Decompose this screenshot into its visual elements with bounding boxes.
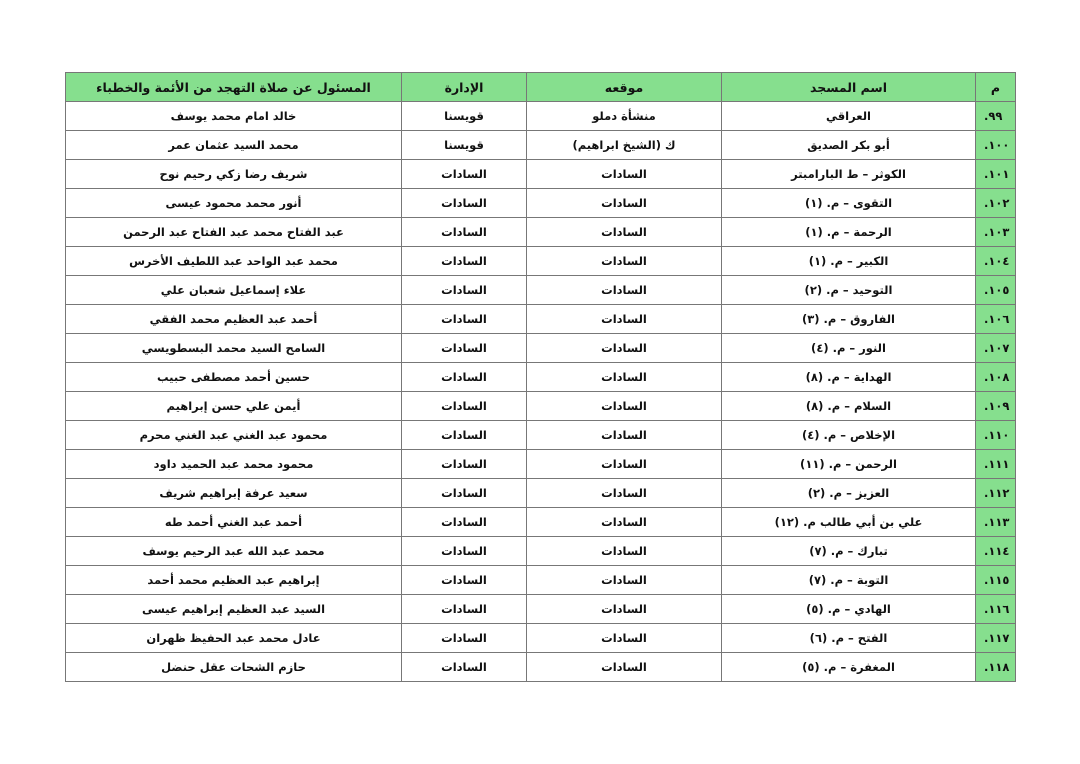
table-row — [66, 624, 1016, 653]
mosque-name: المغفرة – م. (٥) — [722, 653, 976, 682]
location: السادات — [527, 334, 722, 363]
mosque-name: العزيز – م. (٢) — [722, 479, 976, 508]
table-row — [66, 450, 1016, 479]
responsible-person: محمود عبد الغني عبد الغني محرم — [66, 421, 402, 450]
location: السادات — [527, 624, 722, 653]
mosque-name: الفتح – م. (٦) — [722, 624, 976, 653]
responsible-person: محمد السيد عثمان عمر — [66, 131, 402, 160]
mosque-name: الكبير – م. (١) — [722, 247, 976, 276]
row-number: ٩٩. — [976, 102, 1016, 131]
administration: السادات — [402, 566, 527, 595]
mosques-table — [65, 72, 1016, 682]
header-location: موقعه — [527, 73, 722, 102]
row-number: ١٠٦. — [976, 305, 1016, 334]
location: السادات — [527, 276, 722, 305]
responsible-person: أنور محمد محمود عيسى — [66, 189, 402, 218]
row-number: ١١٥. — [976, 566, 1016, 595]
location: السادات — [527, 218, 722, 247]
administration: السادات — [402, 421, 527, 450]
location: السادات — [527, 537, 722, 566]
row-number: ١٠٩. — [976, 392, 1016, 421]
administration: السادات — [402, 160, 527, 189]
table-row — [66, 131, 1016, 160]
row-number: ١٠٢. — [976, 189, 1016, 218]
location: السادات — [527, 508, 722, 537]
table-row — [66, 334, 1016, 363]
mosque-name: الرحمن – م. (١١) — [722, 450, 976, 479]
administration: السادات — [402, 189, 527, 218]
responsible-person: حسين أحمد مصطفى حبيب — [66, 363, 402, 392]
location: السادات — [527, 595, 722, 624]
mosque-name: الفاروق – م. (٣) — [722, 305, 976, 334]
administration: السادات — [402, 595, 527, 624]
table-row — [66, 160, 1016, 189]
table-row — [66, 595, 1016, 624]
row-number: ١١١. — [976, 450, 1016, 479]
mosque-name: تبارك – م. (٧) — [722, 537, 976, 566]
table-row — [66, 305, 1016, 334]
location: السادات — [527, 566, 722, 595]
mosque-name: الإخلاص – م. (٤) — [722, 421, 976, 450]
row-number: ١١٠. — [976, 421, 1016, 450]
location: السادات — [527, 189, 722, 218]
responsible-person: السامح السيد محمد البسطويسي — [66, 334, 402, 363]
mosque-name: التوحيد – م. (٢) — [722, 276, 976, 305]
location: السادات — [527, 392, 722, 421]
mosque-name: التوبة – م. (٧) — [722, 566, 976, 595]
table-row — [66, 218, 1016, 247]
row-number: ١٠٣. — [976, 218, 1016, 247]
administration: السادات — [402, 537, 527, 566]
row-number: ١١٦. — [976, 595, 1016, 624]
row-number: ١٠٥. — [976, 276, 1016, 305]
responsible-person: حازم الشحات عقل حنضل — [66, 653, 402, 682]
administration: السادات — [402, 392, 527, 421]
table-row — [66, 102, 1016, 131]
location: ك (الشيخ ابراهيم) — [527, 131, 722, 160]
header-responsible: المسئول عن صلاة التهجد من الأئمة والخطباء — [66, 73, 402, 102]
location: السادات — [527, 363, 722, 392]
mosque-name: التقوى – م. (١) — [722, 189, 976, 218]
responsible-person: عبد الفتاح محمد عبد الفتاح عبد الرحمن — [66, 218, 402, 247]
mosque-name: أبو بكر الصديق — [722, 131, 976, 160]
mosque-name: الكوثر – ط البارامبتر — [722, 160, 976, 189]
table-row — [66, 421, 1016, 450]
mosque-name: علي بن أبي طالب م. (١٢) — [722, 508, 976, 537]
row-number: ١١٣. — [976, 508, 1016, 537]
table-row — [66, 479, 1016, 508]
administration: السادات — [402, 653, 527, 682]
location: منشأة دملو — [527, 102, 722, 131]
table-row — [66, 189, 1016, 218]
table-row — [66, 247, 1016, 276]
row-number: ١٠١. — [976, 160, 1016, 189]
table-row — [66, 276, 1016, 305]
table-row — [66, 363, 1016, 392]
responsible-person: إبراهيم عبد العظيم محمد أحمد — [66, 566, 402, 595]
location: السادات — [527, 653, 722, 682]
responsible-person: أحمد عبد العظيم محمد الفقي — [66, 305, 402, 334]
administration: السادات — [402, 508, 527, 537]
administration: السادات — [402, 334, 527, 363]
responsible-person: محمود محمد عبد الحميد داود — [66, 450, 402, 479]
location: السادات — [527, 247, 722, 276]
responsible-person: أيمن علي حسن إبراهيم — [66, 392, 402, 421]
table-row — [66, 508, 1016, 537]
responsible-person: خالد امام محمد يوسف — [66, 102, 402, 131]
administration: السادات — [402, 305, 527, 334]
location: السادات — [527, 160, 722, 189]
table-row — [66, 653, 1016, 682]
administration: السادات — [402, 276, 527, 305]
table-row — [66, 392, 1016, 421]
table-row — [66, 537, 1016, 566]
responsible-person: علاء إسماعيل شعبان علي — [66, 276, 402, 305]
responsible-person: سعيد عرفة إبراهيم شريف — [66, 479, 402, 508]
responsible-person: محمد عبد الواحد عبد اللطيف الأخرس — [66, 247, 402, 276]
mosque-name: الهداية – م. (٨) — [722, 363, 976, 392]
responsible-person: محمد عبد الله عبد الرحيم يوسف — [66, 537, 402, 566]
administration: قويسنا — [402, 102, 527, 131]
administration: السادات — [402, 624, 527, 653]
mosque-name: العراقي — [722, 102, 976, 131]
mosque-name: الهادي – م. (٥) — [722, 595, 976, 624]
row-number: ١١٧. — [976, 624, 1016, 653]
responsible-person: السيد عبد العظيم إبراهيم عيسى — [66, 595, 402, 624]
administration: السادات — [402, 363, 527, 392]
administration: قويسنا — [402, 131, 527, 160]
row-number: ١١٨. — [976, 653, 1016, 682]
header-admin: الإدارة — [402, 73, 527, 102]
responsible-person: شريف رضا زكي رحيم نوح — [66, 160, 402, 189]
table-header-row — [66, 73, 1016, 102]
administration: السادات — [402, 479, 527, 508]
administration: السادات — [402, 450, 527, 479]
mosque-name: الرحمة – م. (١) — [722, 218, 976, 247]
row-number: ١١٤. — [976, 537, 1016, 566]
responsible-person: أحمد عبد الغني أحمد طه — [66, 508, 402, 537]
administration: السادات — [402, 247, 527, 276]
mosque-name: النور – م. (٤) — [722, 334, 976, 363]
location: السادات — [527, 421, 722, 450]
location: السادات — [527, 479, 722, 508]
location: السادات — [527, 450, 722, 479]
row-number: ١٠٧. — [976, 334, 1016, 363]
mosque-name: السلام – م. (٨) — [722, 392, 976, 421]
row-number: ١٠٤. — [976, 247, 1016, 276]
row-number: ١٠٠. — [976, 131, 1016, 160]
table-row — [66, 566, 1016, 595]
responsible-person: عادل محمد عبد الحفيظ ظهران — [66, 624, 402, 653]
header-num: م — [976, 73, 1016, 102]
row-number: ١٠٨. — [976, 363, 1016, 392]
administration: السادات — [402, 218, 527, 247]
row-number: ١١٢. — [976, 479, 1016, 508]
location: السادات — [527, 305, 722, 334]
header-mosque: اسم المسجد — [722, 73, 976, 102]
